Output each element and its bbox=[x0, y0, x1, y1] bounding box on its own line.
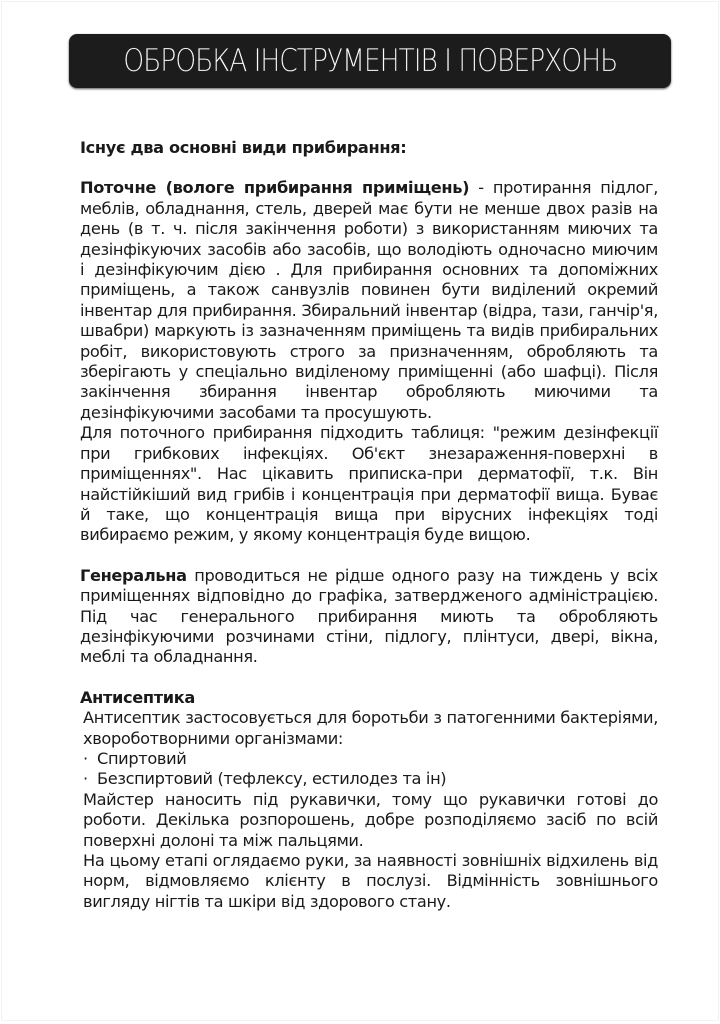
general-cleaning-paragraph bbox=[80, 566, 658, 668]
antiseptic-intro: Антисептик застосовується для боротьби з патогенними бактеріями, хвороботворними організмами: bbox=[83, 708, 658, 748]
title-banner bbox=[69, 34, 671, 88]
document-body bbox=[80, 138, 658, 912]
spacer bbox=[80, 668, 658, 688]
general-cleaning-body: проводиться не рідше одного разу на тиждень у всіх приміщеннях відповідно до графіка, затвердженого адміністрацією. Під час генерального прибирання миють та обробляють дезінфікуючими розчинами стіни, підлогу, плінтуси, двері, вікна, меблі та обладнання. bbox=[80, 565, 658, 667]
antiseptic-heading: Антисептика bbox=[80, 687, 195, 707]
table-note-paragraph: Для поточного прибирання підходить таблиця: "режим дезінфекції при грибкових інфекціях. Об'єкт знезараження-поверхні в приміщеннях". Нас цікавить приписка-при дерматофії, т.к. Він найстійкіший вид грибів і концентрація при дерматофії вища. Буває й таке, що концентрація вища при вірусних інфекціях тоді вибираємо режим, у якому концентрація буде вищою. bbox=[80, 423, 658, 545]
list-item-text: Безспиртовий (тефлексу, естилодез та ін) bbox=[97, 769, 447, 789]
bullet-icon: · bbox=[83, 748, 88, 768]
current-cleaning-paragraph bbox=[80, 178, 658, 423]
bullet-icon: · bbox=[83, 769, 88, 789]
list-item bbox=[83, 749, 658, 769]
current-cleaning-body: - протирання підлог, меблів, обладнання, стель, дверей має бути не менше двох разів на день (в т. ч. після закінчення роботи) з використанням миючих та дезінфікуючих засобів або засобів, що володіють одночасно миючим і дезінфікуючим дією . Для прибирання основних та допоміжних приміщень, а також санвузлів повинен бути виділений окремий інвентар для прибирання. Збиральний інвентар (відра, тази, ганчір'я, швабри) маркують із зазначенням приміщень та видів прибиральних робіт, використовують строго за призначенням, обробляють та зберігають у спеціально виділеному приміщенні (або шафці). Після закінчення збирання інвентар обробляють миючими та дезінфікуючими засобами та просушують. bbox=[80, 178, 658, 422]
current-cleaning-term: Поточне (вологе прибирання приміщень) bbox=[80, 178, 470, 198]
intro-heading: Існує два основні види прибирання: bbox=[80, 138, 407, 157]
antiseptic-application: Майстер наносить під рукавички, тому що рукавички готові до роботи. Декілька розпорошень, добре розподіляємо засіб по всій поверхні долоні та між пальцями. bbox=[83, 789, 658, 850]
document-page bbox=[1, 1, 719, 1021]
antiseptic-inspection: На цьому етапі оглядаємо руки, за наявності зовнішніх відхилень від норм, відмовляємо клієнту в послузі. Відмінність зовнішнього вигляду нігтів та шкіри від здорового стану. bbox=[83, 851, 658, 911]
antiseptic-section bbox=[80, 708, 658, 912]
list-item bbox=[83, 769, 658, 789]
list-item-text: Спиртовий bbox=[97, 748, 187, 768]
general-cleaning-term: Генеральна bbox=[80, 565, 187, 585]
spacer bbox=[80, 546, 658, 566]
page-title: ОБРОБКА ІНСТРУМЕНТІВ І ПОВЕРХОНЬ bbox=[123, 43, 617, 79]
